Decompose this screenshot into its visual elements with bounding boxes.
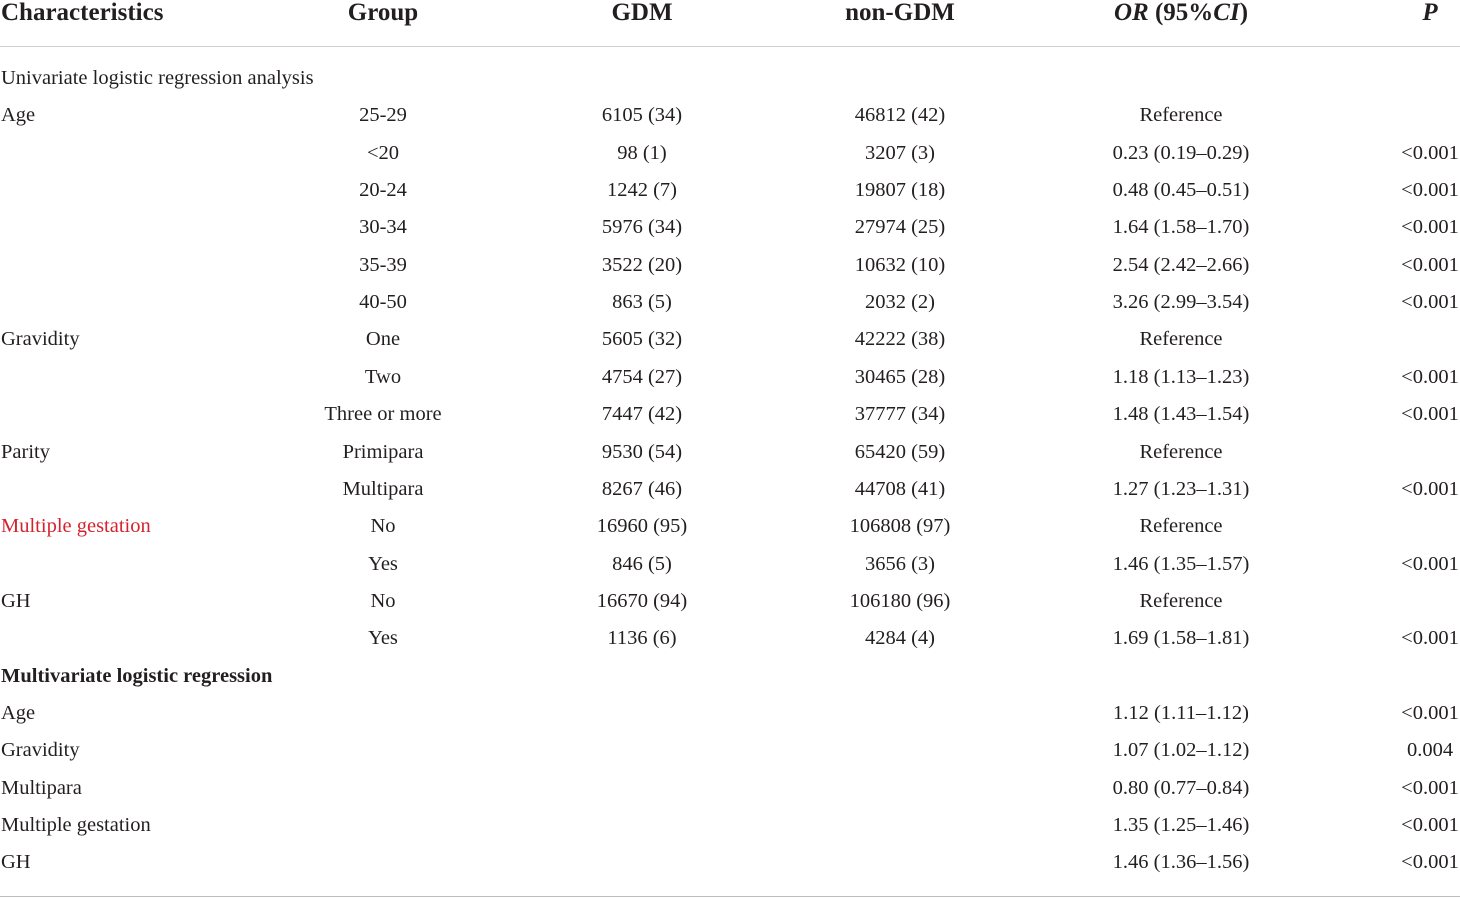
- header-characteristics: Characteristics: [1, 0, 164, 26]
- gdm-cell: 9530 (54): [601, 440, 683, 463]
- gdm-cell: [542, 658, 742, 695]
- table-row: [0, 844, 1460, 881]
- gdm-cell: 16670 (94): [596, 589, 688, 612]
- table-row: [0, 658, 1460, 695]
- table-row: [0, 321, 1460, 358]
- header-non-gdm: non-GDM: [845, 0, 955, 26]
- gdm-cell: 98 (1): [617, 141, 667, 164]
- group-cell: 35-39: [359, 253, 407, 276]
- or-ci-cell: 1.69 (1.58–1.81): [1112, 627, 1250, 650]
- gdm-cell: [542, 770, 742, 807]
- non-gdm-cell: [800, 844, 1000, 881]
- non-gdm-cell: 46812 (42): [854, 104, 946, 127]
- or-ci-cell: 0.80 (0.77–0.84): [1112, 776, 1250, 799]
- gdm-cell: 6105 (34): [601, 104, 683, 127]
- group-cell: 25-29: [359, 104, 407, 127]
- or-ci-cell: 2.54 (2.42–2.66): [1112, 253, 1250, 276]
- table-bottom-rule: [0, 896, 1460, 897]
- gdm-cell: 863 (5): [612, 291, 672, 314]
- characteristic-cell: Multiple gestation: [1, 814, 151, 836]
- table-row: [0, 209, 1460, 246]
- characteristic-cell: Multipara: [1, 776, 82, 799]
- group-cell: Two: [364, 365, 402, 388]
- non-gdm-cell: 42222 (38): [854, 328, 946, 351]
- or-ci-cell: Reference: [1139, 515, 1223, 538]
- or-ci-cell: 0.48 (0.45–0.51): [1112, 179, 1250, 202]
- group-cell: Multipara: [342, 477, 424, 500]
- group-cell: [283, 732, 483, 769]
- gdm-cell: 3522 (20): [601, 253, 683, 276]
- group-cell: 20-24: [359, 179, 407, 202]
- table-row: [0, 359, 1460, 396]
- table-row: [0, 732, 1460, 769]
- group-cell: One: [365, 328, 401, 351]
- non-gdm-cell: 3207 (3): [864, 141, 936, 164]
- non-gdm-cell: [800, 770, 1000, 807]
- header-gdm: GDM: [611, 0, 673, 26]
- or-ci-cell: 1.07 (1.02–1.12): [1112, 739, 1250, 762]
- characteristic-cell: GH: [1, 851, 31, 874]
- or-ci-cell: 1.48 (1.43–1.54): [1112, 403, 1250, 426]
- p-value-cell: [1380, 583, 1460, 620]
- or-ci-cell: 3.26 (2.99–3.54): [1112, 291, 1250, 314]
- gdm-cell: 16960 (95): [596, 515, 688, 538]
- non-gdm-cell: [800, 658, 1000, 695]
- header-group: Group: [347, 0, 419, 26]
- or-ci-cell: 1.46 (1.36–1.56): [1112, 851, 1250, 874]
- gdm-cell: 846 (5): [612, 552, 672, 575]
- gdm-cell: [542, 732, 742, 769]
- p-value-cell: [1380, 658, 1460, 695]
- table-row: [0, 695, 1460, 732]
- group-cell: No: [370, 515, 396, 538]
- table-row: [0, 284, 1460, 321]
- non-gdm-cell: 37777 (34): [854, 403, 946, 426]
- p-value-cell: <0.001: [1401, 291, 1459, 314]
- table-row: [0, 247, 1460, 284]
- non-gdm-cell: 27974 (25): [854, 216, 946, 239]
- group-cell: Yes: [368, 552, 398, 575]
- gdm-cell: [542, 60, 742, 97]
- group-cell: Primipara: [342, 440, 424, 463]
- non-gdm-cell: 65420 (59): [854, 440, 946, 463]
- header-or-ci: [1060, 0, 1302, 26]
- table-row: [0, 471, 1460, 508]
- group-cell: No: [370, 589, 396, 612]
- gdm-cell: [542, 695, 742, 732]
- group-cell: [283, 770, 483, 807]
- gdm-cell: 7447 (42): [601, 403, 683, 426]
- gdm-cell: 5605 (32): [601, 328, 683, 351]
- group-cell: <20: [366, 141, 400, 164]
- gdm-cell: [542, 807, 742, 844]
- characteristic-cell: Multivariate logistic regression: [1, 664, 273, 687]
- group-cell: Three or more: [324, 403, 442, 426]
- p-value-cell: [1380, 60, 1460, 97]
- non-gdm-cell: 44708 (41): [854, 477, 946, 500]
- or-ci-cell: [1060, 658, 1302, 695]
- group-cell: [283, 60, 483, 97]
- or-ci-cell: Reference: [1139, 328, 1223, 351]
- or-ci-cell: 1.64 (1.58–1.70): [1112, 216, 1250, 239]
- group-cell: Yes: [368, 627, 398, 650]
- table-row: [0, 546, 1460, 583]
- non-gdm-cell: 30465 (28): [854, 365, 946, 388]
- gdm-cell: 8267 (46): [601, 477, 683, 500]
- or-ci-cell: [1060, 60, 1302, 97]
- or-ci-cell: 1.35 (1.25–1.46): [1112, 814, 1250, 836]
- characteristic-cell: GH: [1, 589, 31, 612]
- p-value-cell: <0.001: [1401, 253, 1459, 276]
- non-gdm-cell: 106180 (96): [849, 589, 951, 612]
- p-value-cell: 0.004: [1406, 739, 1454, 762]
- gdm-cell: 5976 (34): [601, 216, 683, 239]
- p-value-cell: [1380, 321, 1460, 358]
- header-or-close: ): [1239, 0, 1249, 26]
- non-gdm-cell: [800, 695, 1000, 732]
- p-value-cell: [1380, 434, 1460, 471]
- group-cell: 40-50: [359, 291, 407, 314]
- gdm-cell: 1136 (6): [607, 627, 677, 650]
- gdm-cell: 1242 (7): [606, 179, 678, 202]
- table-row: [0, 770, 1460, 807]
- characteristic-cell: Gravidity: [1, 739, 80, 762]
- group-cell: [283, 844, 483, 881]
- non-gdm-cell: [800, 732, 1000, 769]
- or-ci-cell: Reference: [1139, 104, 1223, 127]
- table-row: [0, 172, 1460, 209]
- table-row: [0, 807, 1460, 844]
- or-ci-cell: 1.46 (1.35–1.57): [1112, 552, 1250, 575]
- non-gdm-cell: 2032 (2): [864, 291, 936, 314]
- gdm-cell: [542, 844, 742, 881]
- p-value-cell: <0.001: [1401, 627, 1459, 650]
- characteristic-cell: Parity: [1, 440, 50, 463]
- non-gdm-cell: 19807 (18): [854, 179, 946, 202]
- p-value-cell: <0.001: [1401, 814, 1459, 836]
- table-row: [0, 620, 1460, 657]
- p-value-cell: <0.001: [1401, 216, 1459, 239]
- characteristic-cell: Age: [1, 104, 36, 127]
- non-gdm-cell: 3656 (3): [864, 552, 936, 575]
- table-row: [0, 508, 1460, 545]
- characteristic-cell: Gravidity: [1, 328, 80, 351]
- table-row: [0, 583, 1460, 620]
- group-cell: 30-34: [359, 216, 407, 239]
- p-value-cell: <0.001: [1401, 776, 1459, 799]
- or-ci-cell: 1.18 (1.13–1.23): [1112, 365, 1250, 388]
- group-cell: [283, 695, 483, 732]
- p-value-cell: <0.001: [1401, 701, 1459, 724]
- non-gdm-cell: 106808 (97): [849, 515, 951, 538]
- p-value-cell: <0.001: [1401, 179, 1459, 202]
- gdm-cell: 4754 (27): [601, 365, 683, 388]
- characteristic-cell: Age: [1, 701, 36, 724]
- non-gdm-cell: 4284 (4): [864, 627, 936, 650]
- table-header: [0, 0, 1460, 47]
- non-gdm-cell: [800, 807, 1000, 844]
- p-value-cell: <0.001: [1401, 403, 1459, 426]
- header-or-paren: (95%: [1148, 0, 1214, 26]
- p-value-cell: <0.001: [1401, 851, 1459, 874]
- header-ci-label: CI: [1213, 0, 1240, 26]
- non-gdm-cell: 10632 (10): [854, 253, 946, 276]
- non-gdm-cell: [800, 60, 1000, 97]
- characteristic-cell: Univariate logistic regression analysis: [1, 67, 314, 89]
- table-row: [0, 434, 1460, 471]
- p-value-cell: [1380, 97, 1460, 134]
- or-ci-cell: 1.12 (1.11–1.12): [1113, 701, 1249, 724]
- table-row: [0, 97, 1460, 134]
- group-cell: [283, 658, 483, 695]
- or-ci-cell: 0.23 (0.19–0.29): [1112, 141, 1250, 164]
- characteristic-cell: Multiple gestation: [1, 515, 151, 538]
- or-ci-cell: 1.27 (1.23–1.31): [1112, 477, 1250, 500]
- p-value-cell: [1380, 508, 1460, 545]
- p-value-cell: <0.001: [1401, 552, 1459, 575]
- header-or-label: OR: [1113, 0, 1149, 26]
- or-ci-cell: Reference: [1139, 440, 1223, 463]
- p-value-cell: <0.001: [1401, 365, 1459, 388]
- table-row: [0, 396, 1460, 433]
- group-cell: [283, 807, 483, 844]
- header-p: P: [1422, 0, 1438, 26]
- table-row: [0, 60, 1460, 97]
- p-value-cell: <0.001: [1401, 477, 1459, 500]
- or-ci-cell: Reference: [1139, 589, 1223, 612]
- table-row: [0, 135, 1460, 172]
- p-value-cell: <0.001: [1401, 141, 1459, 164]
